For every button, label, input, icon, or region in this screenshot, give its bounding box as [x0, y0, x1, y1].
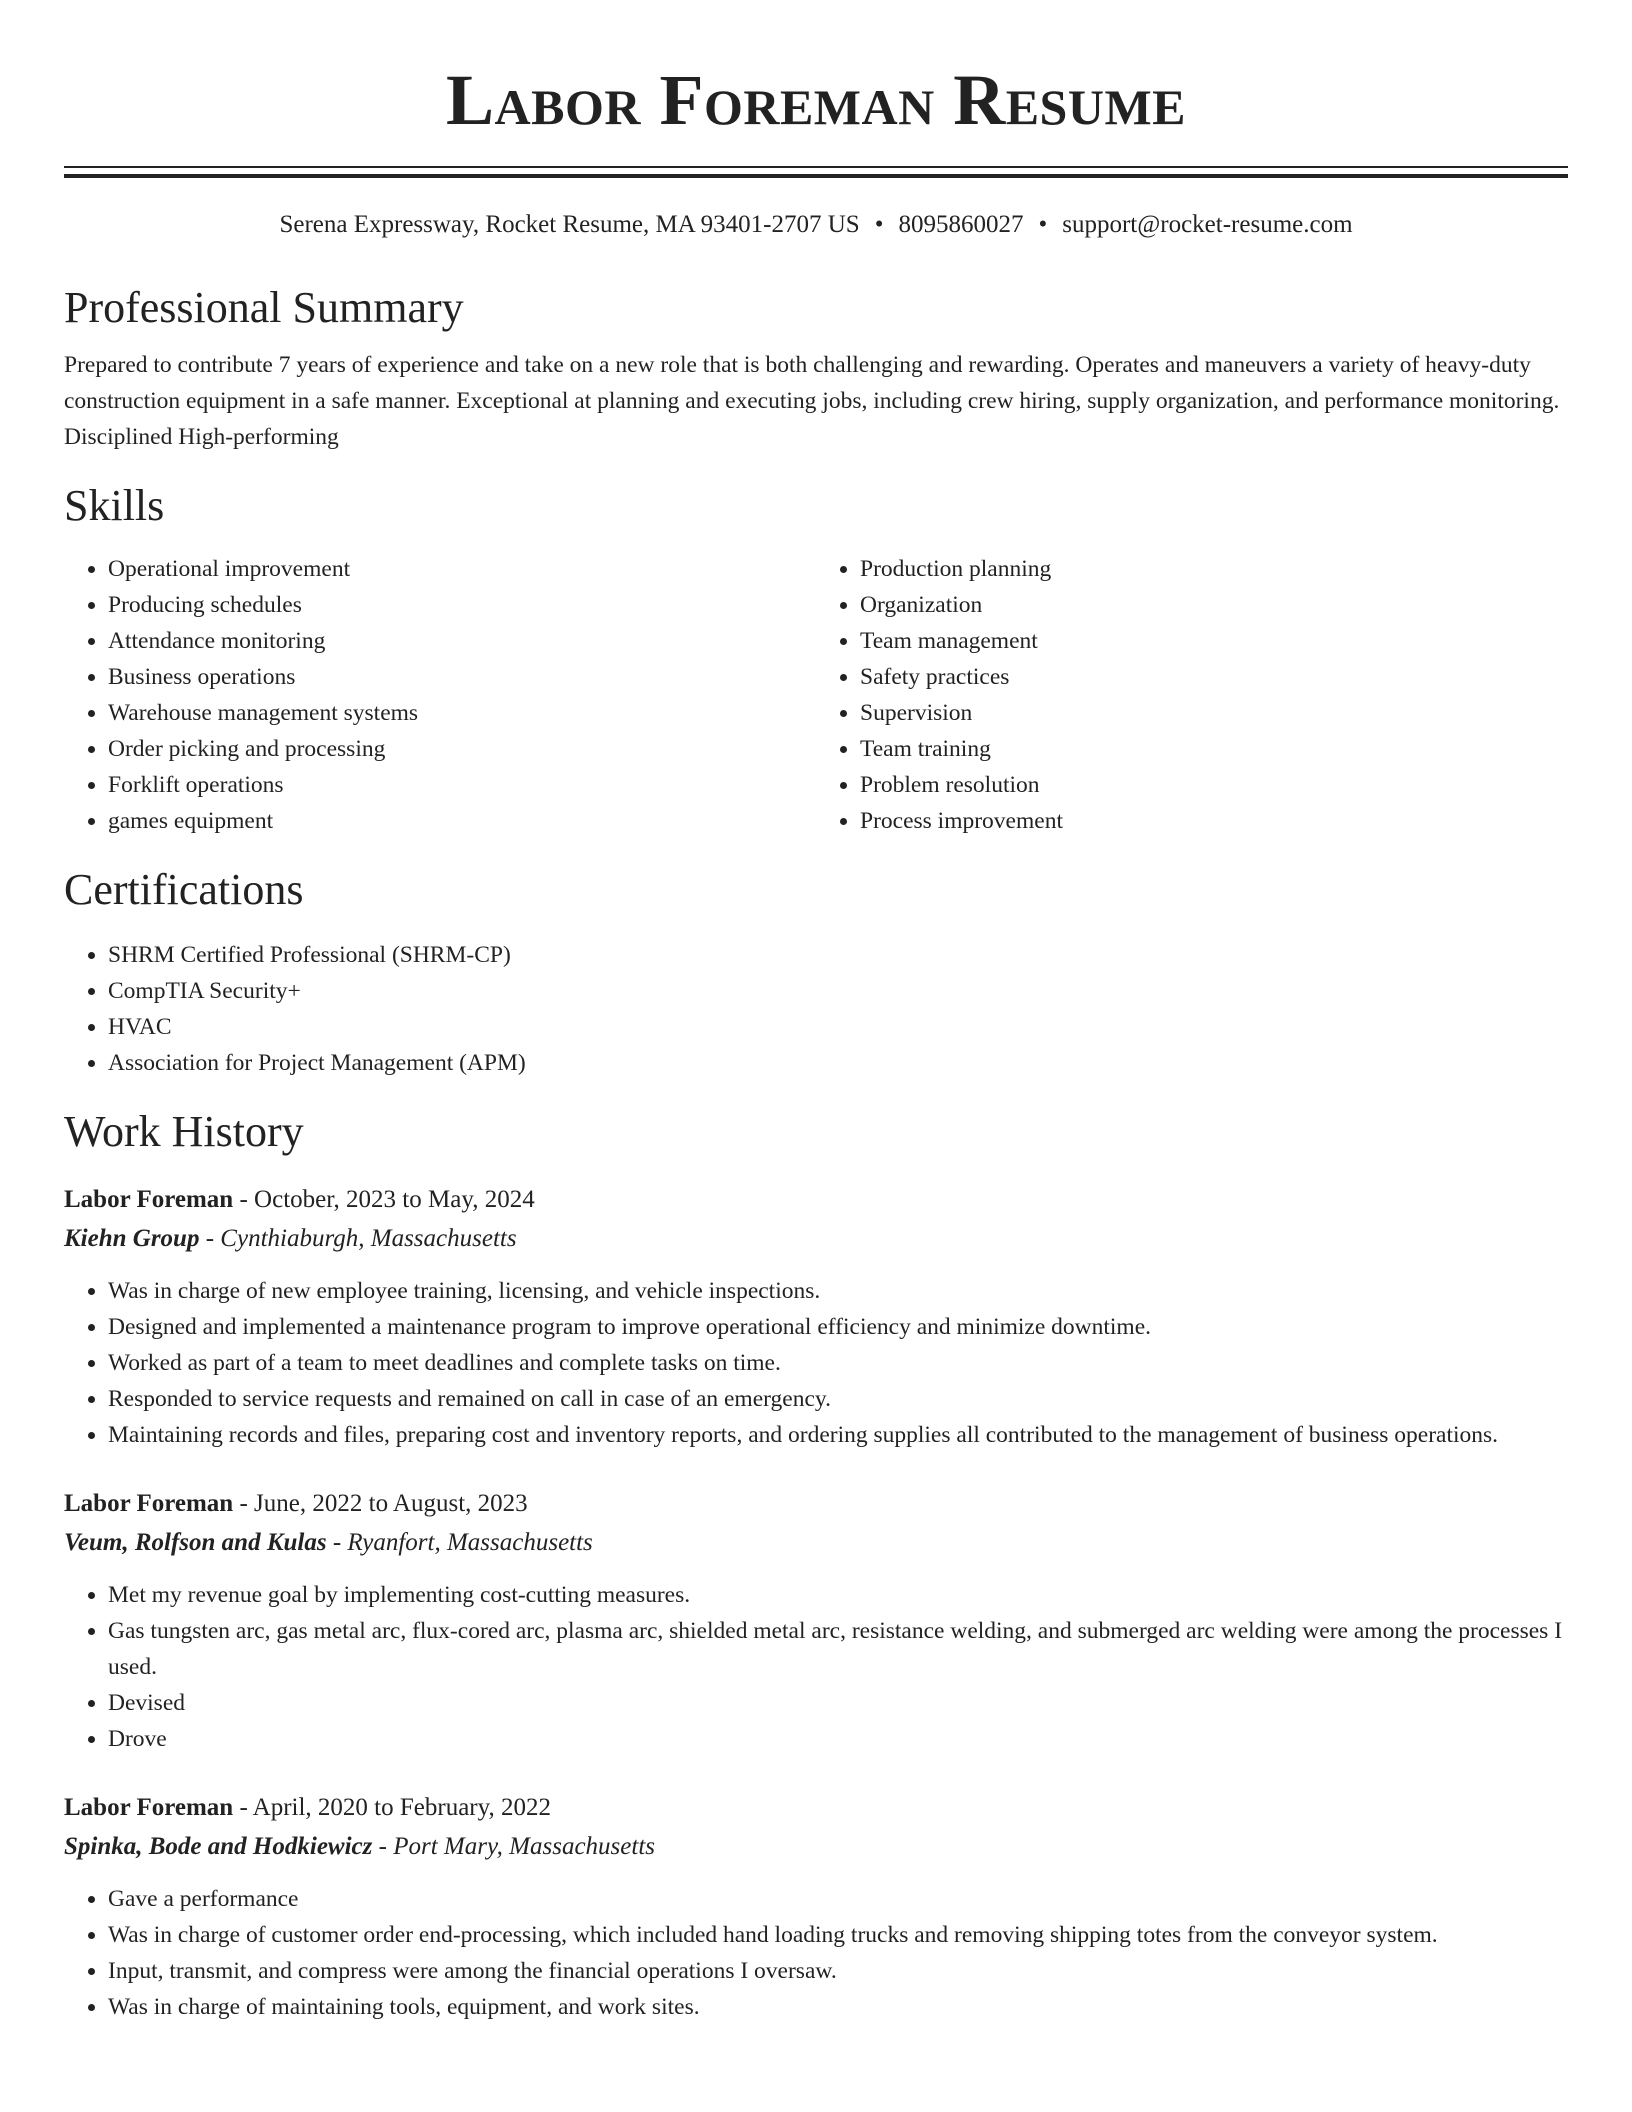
skill-item: • Safety practices	[860, 659, 1568, 695]
job-dates: - June, 2022 to August, 2023	[233, 1490, 528, 1517]
job-bullet: • Input, transmit, and compress were among the financial operations I oversaw.	[108, 1953, 1568, 1989]
job-location: - Port Mary, Massachusetts	[372, 1833, 655, 1860]
job-title: Labor Foreman	[64, 1186, 234, 1213]
job-company: Veum, Rolfson and Kulas	[64, 1529, 327, 1556]
job-header	[64, 1181, 1568, 1219]
skill-item: • Production planning	[860, 551, 1568, 587]
summary-text: Prepared to contribute 7 years of experience and take on a new role that is both challenging and rewarding. Operates and maneuvers a variety of heavy-duty construction equipment in a safe manner. Exceptional at planning and executing jobs, including crew hiring, supply organization, and performance monitoring. Disciplined High-performing	[64, 352, 1560, 450]
job-bullet: • Was in charge of new employee training, licensing, and vehicle inspections.	[108, 1273, 1568, 1309]
work-history-heading: Work History	[64, 1107, 304, 1156]
skill-item: • Operational improvement	[108, 551, 816, 587]
job-header	[64, 1485, 1568, 1523]
skill-item: • games equipment	[108, 803, 816, 839]
job-bullet: • Designed and implemented a maintenance program to improve operational efficiency and minimize downtime.	[108, 1309, 1568, 1345]
contact-email: support@rocket-resume.com	[1062, 211, 1353, 238]
certification-item: • CompTIA Security+	[108, 973, 1568, 1009]
skill-item: • Order picking and processing	[108, 731, 816, 767]
job-bullets	[64, 1273, 1568, 1453]
skill-item: • Problem resolution	[860, 767, 1568, 803]
summary-heading: Professional Summary	[64, 283, 464, 332]
resume-page	[64, 0, 1568, 2025]
resume-title: Labor Foreman Resume	[445, 60, 1187, 140]
skills-columns	[64, 551, 1568, 839]
job-bullet: • Responded to service requests and remained on call in case of an emergency.	[108, 1381, 1568, 1417]
contact-line	[64, 209, 1568, 241]
job-bullet: • Was in charge of customer order end-processing, which included hand loading trucks and removing shipping totes from the conveyor system.	[108, 1917, 1568, 1953]
job-bullet: • Gave a performance	[108, 1881, 1568, 1917]
title-rule-thick	[64, 174, 1568, 178]
skills-list-left	[64, 551, 816, 839]
job-bullet: • Maintaining records and files, preparing cost and inventory reports, and ordering supplies all contributed to the management of business operations.	[108, 1417, 1568, 1453]
job-bullet: • Worked as part of a team to meet deadlines and complete tasks on time.	[108, 1345, 1568, 1381]
skill-item: • Warehouse management systems	[108, 695, 816, 731]
job-company-line	[64, 1523, 1568, 1563]
job-bullet: • Gas tungsten arc, gas metal arc, flux-cored arc, plasma arc, shielded metal arc, resistance welding, and submerged arc welding were among the processes I used.	[108, 1613, 1568, 1685]
job-location: - Ryanfort, Massachusetts	[326, 1529, 593, 1556]
job-title: Labor Foreman	[64, 1490, 234, 1517]
job-bullet: • Devised	[108, 1685, 1568, 1721]
certification-item: • HVAC	[108, 1009, 1568, 1045]
skill-item: • Forklift operations	[108, 767, 816, 803]
job-bullet: • Was in charge of maintaining tools, equipment, and work sites.	[108, 1989, 1568, 2025]
contact-phone: 8095860027	[898, 211, 1024, 238]
certifications-list	[64, 937, 1568, 1081]
skill-item: • Team management	[860, 623, 1568, 659]
job-company-line	[64, 1219, 1568, 1259]
contact-address: Serena Expressway, Rocket Resume, MA 93401-2707 US	[279, 211, 860, 238]
certifications-heading: Certifications	[64, 865, 304, 914]
job-entry	[64, 1789, 1568, 2025]
job-bullets	[64, 1577, 1568, 1757]
job-entry	[64, 1181, 1568, 1453]
skill-item: • Process improvement	[860, 803, 1568, 839]
title-rule-thin	[64, 166, 1568, 168]
job-bullet: • Met my revenue goal by implementing cost-cutting measures.	[108, 1577, 1568, 1613]
job-title: Labor Foreman	[64, 1794, 234, 1821]
job-dates: - April, 2020 to February, 2022	[233, 1794, 552, 1821]
job-entry	[64, 1485, 1568, 1757]
job-dates: - October, 2023 to May, 2024	[233, 1186, 535, 1213]
job-company: Kiehn Group	[64, 1225, 200, 1252]
skills-list-right	[816, 551, 1568, 839]
certification-item: • Association for Project Management (APM)	[108, 1045, 1568, 1081]
skill-item: • Business operations	[108, 659, 816, 695]
skill-item: • Organization	[860, 587, 1568, 623]
job-company: Spinka, Bode and Hodkiewicz	[64, 1833, 373, 1860]
job-bullet: • Drove	[108, 1721, 1568, 1757]
contact-separator: •	[874, 211, 884, 238]
skill-item: • Team training	[860, 731, 1568, 767]
contact-separator: •	[1038, 211, 1048, 238]
job-company-line	[64, 1827, 1568, 1867]
job-header	[64, 1789, 1568, 1827]
job-location: - Cynthiaburgh, Massachusetts	[199, 1225, 517, 1252]
skills-heading: Skills	[64, 481, 165, 530]
job-bullets	[64, 1881, 1568, 2025]
skill-item: • Attendance monitoring	[108, 623, 816, 659]
certification-item: • SHRM Certified Professional (SHRM-CP)	[108, 937, 1568, 973]
skill-item: • Producing schedules	[108, 587, 816, 623]
skill-item: • Supervision	[860, 695, 1568, 731]
